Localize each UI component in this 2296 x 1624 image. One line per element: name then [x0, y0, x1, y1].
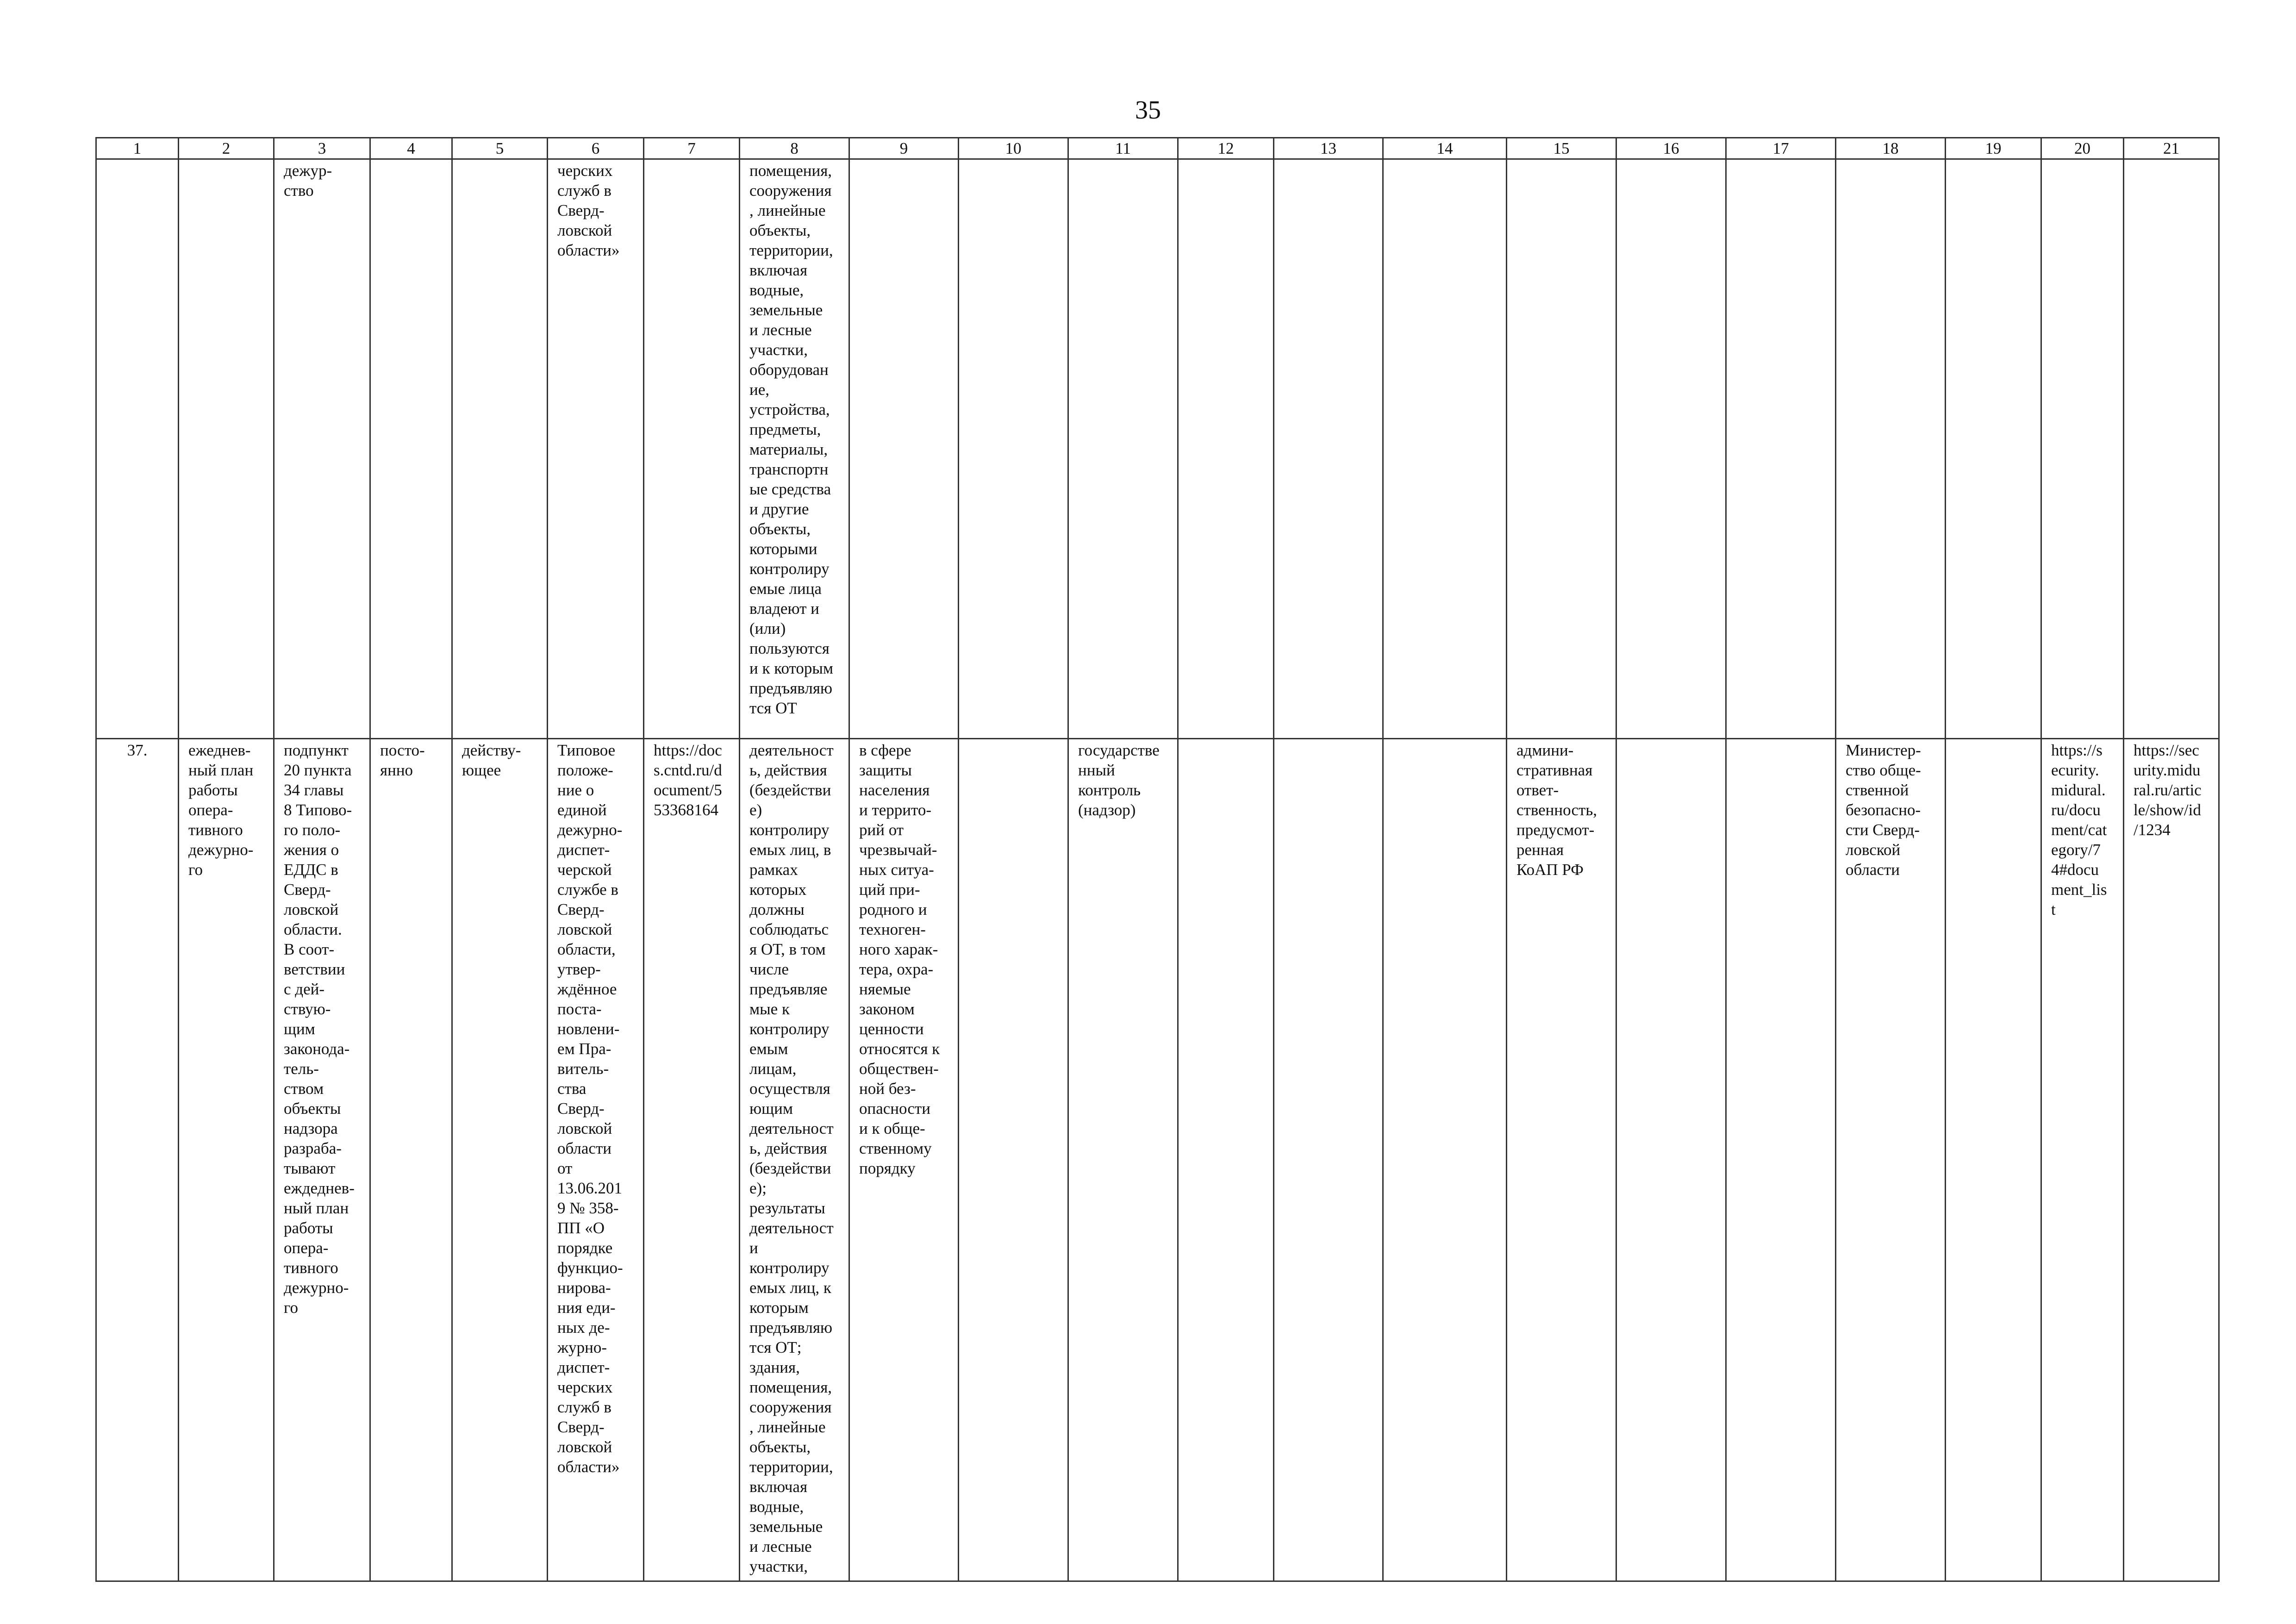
column-number-2: 2: [179, 138, 274, 159]
table-cell-col-4: [370, 159, 452, 739]
column-number-17: 17: [1726, 138, 1836, 159]
table-cell-col-6: черских служб в Сверд- ловской области»: [548, 159, 644, 739]
table-cell-col-21: https://sec urity.midu ral.ru/artic le/show/id /1234: [2124, 739, 2219, 1581]
column-number-6: 6: [548, 138, 644, 159]
table-cell-col-19: [1946, 159, 2041, 739]
table-cell-col-15: админи- стративная ответ- ственность, предусмот- ренная КоАП РФ: [1507, 739, 1616, 1581]
table-cell-col-9: в сфере защиты населения и террито- рий от чрезвычай- ных ситуа- ций при- родного и техноген- ного харак- тера, охра- няемые законом ценности относятся к обществен- ной без- опасности и к обще- ственному порядку: [849, 739, 959, 1581]
table-cell-col-10: [959, 159, 1068, 739]
register-table: [95, 137, 2220, 1582]
table-cell-col-20: [2041, 159, 2124, 739]
table-cell-col-11: [1068, 159, 1178, 739]
column-number-1: 1: [96, 138, 179, 159]
page-number: 35: [1135, 96, 1161, 125]
column-number-12: 12: [1178, 138, 1274, 159]
column-number-header-row: [96, 138, 2219, 159]
column-number-3: 3: [274, 138, 370, 159]
table-cell-col-17: [1726, 739, 1836, 1581]
column-number-15: 15: [1507, 138, 1616, 159]
table-cell-col-16: [1616, 739, 1726, 1581]
column-number-14: 14: [1383, 138, 1507, 159]
table-cell-col-1: 37.: [96, 739, 179, 1581]
column-number-20: 20: [2041, 138, 2124, 159]
column-number-16: 16: [1616, 138, 1726, 159]
column-number-4: 4: [370, 138, 452, 159]
table-cell-col-21: [2124, 159, 2219, 739]
table-cell-col-3: дежур- ство: [274, 159, 370, 739]
column-number-11: 11: [1068, 138, 1178, 159]
table-cell-col-19: [1946, 739, 2041, 1581]
table-cell-col-2: [179, 159, 274, 739]
column-number-9: 9: [849, 138, 959, 159]
table-cell-col-5: действу- ющее: [452, 739, 548, 1581]
table-cell-col-1: [96, 159, 179, 739]
table-cell-col-12: [1178, 739, 1274, 1581]
table-cell-col-10: [959, 739, 1068, 1581]
table-cell-col-4: посто- янно: [370, 739, 452, 1581]
table-cell-col-3: подпункт 20 пункта 34 главы 8 Типово- го поло- жения о ЕДДС в Сверд- ловской области. В соот- ветствии с дей- ствую- щим законода- тель- ством объекты надзора разраба- тывают еждеднев- ный план работы опера- тивного дежурно- го: [274, 739, 370, 1581]
column-number-10: 10: [959, 138, 1068, 159]
table-cell-col-16: [1616, 159, 1726, 739]
column-number-5: 5: [452, 138, 548, 159]
table-cell-col-7: [644, 159, 740, 739]
table-cell-col-8: помещения, сооружения , линейные объекты, территории, включая водные, земельные и лесные участки, оборудован ие, устройства, предметы, материалы, транспортн ые средства и другие объекты, которыми контролиру емые лица владеют и (или) пользуются и к которым предъявляю тся ОТ: [740, 159, 849, 739]
table-row-37: [96, 739, 2219, 1581]
column-number-18: 18: [1836, 138, 1946, 159]
table-cell-col-20: https://s ecurity. midural. ru/docu ment/cat egory/7 4#docu ment_lis t: [2041, 739, 2124, 1581]
table-cell-col-9: [849, 159, 959, 739]
table-cell-col-7: https://doc s.cntd.ru/d ocument/5 53368164: [644, 739, 740, 1581]
column-number-21: 21: [2124, 138, 2219, 159]
table-cell-col-2: ежеднев- ный план работы опера- тивного дежурно- го: [179, 739, 274, 1581]
column-number-19: 19: [1946, 138, 2041, 159]
table-cell-col-13: [1274, 159, 1383, 739]
column-number-8: 8: [740, 138, 849, 159]
table-cell-col-11: государстве нный контроль (надзор): [1068, 739, 1178, 1581]
table-cell-col-6: Типовое положе- ние о единой дежурно- диспет- черской службе в Сверд- ловской области, утвер- ждённое поста- новлени- ем Пра- витель- ства Сверд- ловской области от 13.06.201 9 № 358- ПП «О порядке функцио- нирова- ния еди- ных де- журно- диспет- черских служб в Сверд- ловской области»: [548, 739, 644, 1581]
column-number-13: 13: [1274, 138, 1383, 159]
table-cell-col-17: [1726, 159, 1836, 739]
table-row-continuation: [96, 159, 2219, 739]
table-cell-col-14: [1383, 739, 1507, 1581]
table-cell-col-18: Министер- ство обще- ственной безопасно- сти Сверд- ловской области: [1836, 739, 1946, 1581]
table-cell-col-12: [1178, 159, 1274, 739]
table-cell-col-5: [452, 159, 548, 739]
column-number-7: 7: [644, 138, 740, 159]
table-cell-col-13: [1274, 739, 1383, 1581]
table-cell-col-18: [1836, 159, 1946, 739]
table-cell-col-14: [1383, 159, 1507, 739]
table-cell-col-15: [1507, 159, 1616, 739]
table-cell-col-8: деятельност ь, действия (бездействи е) контролиру емых лиц, в рамках которых должны соблюдатьс я ОТ, в том числе предъявляе мые к контролиру емым лицам, осуществля ющим деятельност ь, действия (бездействи е); результаты деятельност и контролиру емых лиц, к которым предъявляю тся ОТ; здания, помещения, сооружения , линейные объекты, территории, включая водные, земельные и лесные участки,: [740, 739, 849, 1581]
